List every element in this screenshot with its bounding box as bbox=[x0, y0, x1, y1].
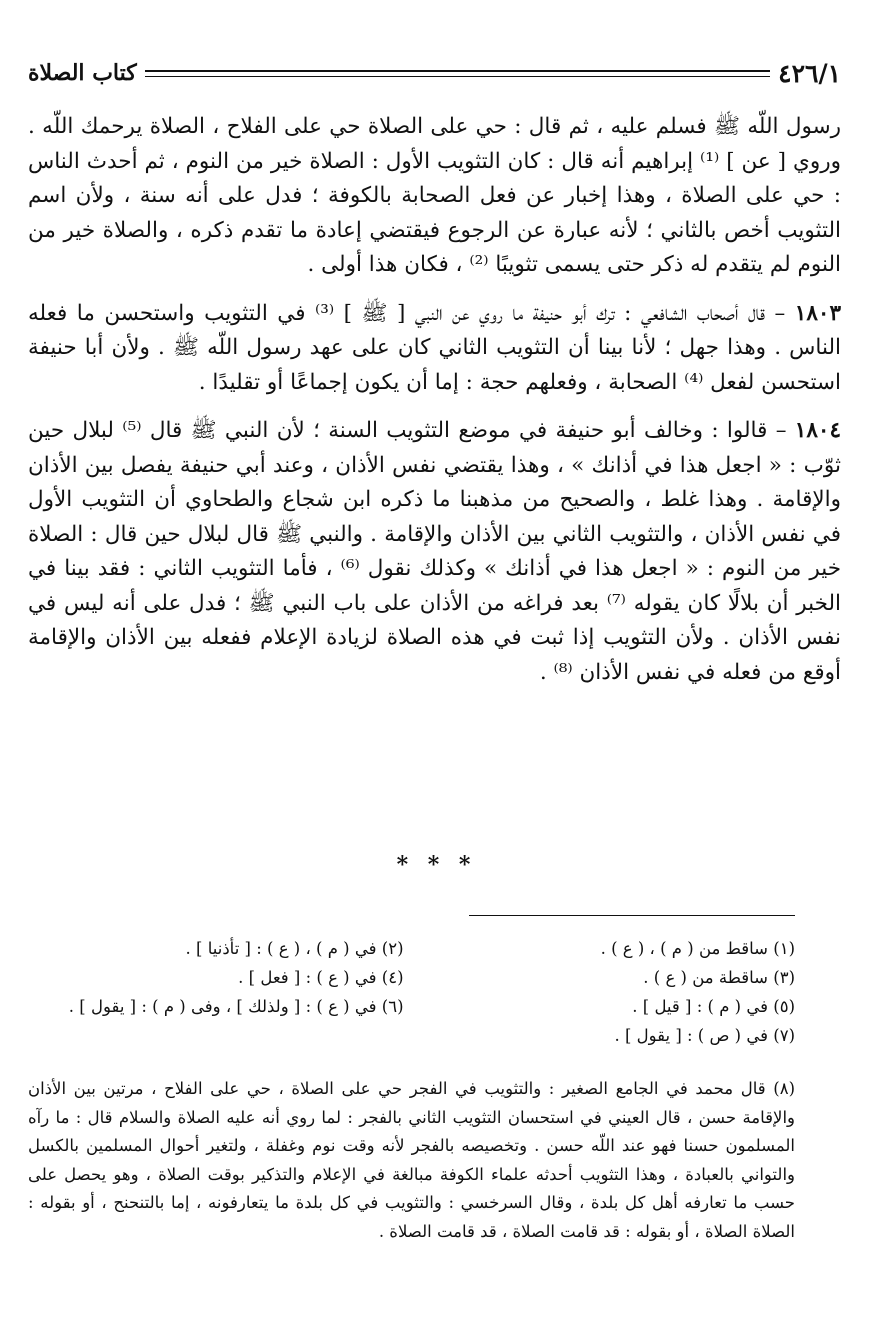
paragraph-text: – قال أصحاب الشافعي : ترك أبو حنيفة ما روي عن النبي [ ﷺ ] ⁽³⁾ في التثويب واستحسن ما فعله الناس . وهذا جهل ؛ لأنا بينا أن التثويب الثاني كان على عهد رسول اللّه ﷺ . ولأن أبا حنيفة استحسن لفعل ⁽⁴⁾ الصحابة ، وفعلهم حجة : إما أن يكون إجماعًا أو تقليدًا . bbox=[28, 300, 841, 395]
page-number: ٤٢٦/١ bbox=[778, 58, 841, 88]
footnote-1: (١) ساقط من ( م ) ، ( ع ) . bbox=[600, 939, 795, 958]
paragraph-number: ١٨٠٤ bbox=[794, 418, 841, 443]
footnote-3: (٣) ساقطة من ( ع ) . bbox=[643, 968, 795, 987]
footnote-5: (٥) في ( م ) : [ قيل ] . bbox=[632, 997, 795, 1016]
footnote-2: (٢) في ( م ) ، ( ع ) : [ تأذنيا ] . bbox=[185, 939, 404, 958]
footnote-rule bbox=[469, 915, 795, 916]
footnote-8: (٨) قال محمد في الجامع الصغير : والتثويب في الفجر حي على الصلاة ، حي على الفلاح ، مرتين بين الأذان والإقامة حسن ، قال العيني في استحسان التثويب الثاني بالفجر : لما روي أنه عليه الصلاة والسلام قال : ما رآه المسلمون حسنا فهو عند اللّه حسن . وتخصيصه بالفجر لأنه وقت نوم وغفلة ، ولتغير أحوال المسلمين بالكسل والتواني بالعبادة ، وهذا التثويب أحدثه علماء الكوفة مبالغة في الإعلام والتذكير بوقت الصلاة ، وهو يحصل على حسب ما تعارفه أهل كل بلدة ، وقال السرخسي : والتثويب في كل بلدة ما يتعارفونه ، إما بالتنحنح ، أو بقوله : الصلاة الصلاة ، أو بقوله : قد قامت الصلاة ، قد قامت الصلاة . bbox=[28, 1079, 795, 1241]
book-title: كتاب الصلاة bbox=[28, 60, 137, 86]
footnotes-short bbox=[30, 934, 795, 1050]
paragraph-1804 bbox=[28, 414, 841, 690]
running-header bbox=[28, 56, 841, 90]
paragraph-continuation: رسول اللّه ﷺ فسلم عليه ، ثم قال : حي على الصلاة حي على الفلاح ، الصلاة يرحمك اللّه . وروي [ عن ] ⁽¹⁾ إبراهيم أنه قال : كان التثويب الأول : الصلاة خير من النوم ، ثم أحدث الناس : حي على الصلاة ، وهذا إخبار عن فعل الصحابة بالكوفة ؛ فدل على أنه سنة ، ولأن اسم التثويب أخص بالثاني ؛ لأنه عبارة عن الرجوع فيقتضي إعادة ما تقدم ذكره ، والصلاة خير من النوم لم يتقدم له ذكر حتى يسمى تثويبًا ⁽²⁾ ، فكان هذا أولى . bbox=[28, 114, 841, 277]
footnote-6: (٦) في ( ع ) : [ ولذلك ] ، وفى ( م ) : [ يقول ] . bbox=[68, 997, 404, 1016]
footnote-4: (٤) في ( ع ) : [ فعل ] . bbox=[238, 968, 404, 987]
footnote-7: (٧) في ( ص ) : [ يقول ] . bbox=[614, 1026, 795, 1045]
main-text bbox=[28, 110, 841, 704]
header-rule bbox=[145, 70, 770, 77]
paragraph-number: ١٨٠٣ bbox=[794, 300, 841, 326]
section-separator: * * * bbox=[396, 852, 477, 878]
paragraph-1803 bbox=[28, 297, 841, 401]
paragraph-text: – قالوا : وخالف أبو حنيفة في موضع التثويب السنة ؛ لأن النبي ﷺ قال ⁽⁵⁾ لبلال حين ثوّب : « اجعل هذا في أذانك » ، وهذا يقتضي نفس الأذان ، وعند أبي حنيفة يفصل بين الأذان والإقامة . وهذا غلط ، والصحيح من مذهبنا ما ذكره ابن شجاع والطحاوي أن التثويب الأول في نفس الأذان ، والتثويب الثاني بين الأذان والإقامة . والنبي ﷺ قال لبلال حين قال : الصلاة خير من النوم : « اجعل هذا في أذانك » وكذلك نقول ⁽⁶⁾ ، فأما التثويب الثاني : فقد بينا في الخبر أن بلالًا كان يقوله ⁽⁷⁾ بعد فراغه من الأذان على باب النبي ﷺ ؛ فدل على أنه ليس في نفس الأذان . ولأن التثويب إذا ثبت في هذه الصلاة لزيادة الإعلام ففعله بين الأذان والإقامة أوقع من فعله في نفس الأذان ⁽⁸⁾ . bbox=[28, 418, 841, 685]
